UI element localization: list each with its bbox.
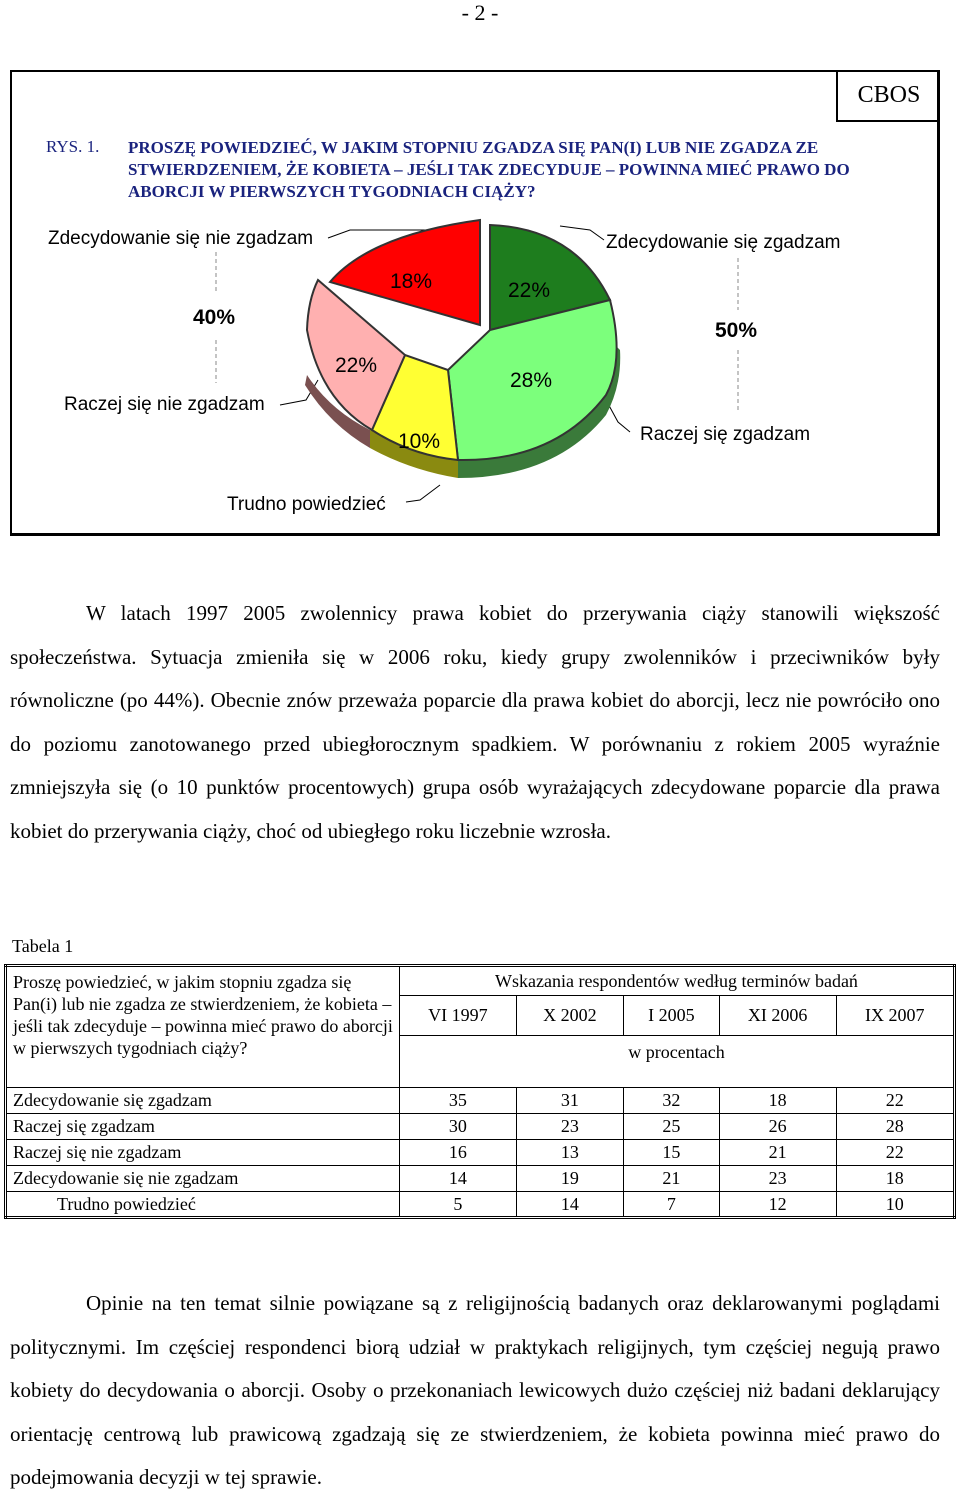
page-number: - 2 - (461, 0, 499, 25)
table-row (6, 1114, 955, 1140)
cell: 14 (400, 1166, 517, 1192)
cell: 18 (836, 1166, 954, 1192)
table-header-top: Wskazania respondentów według terminów badań (400, 966, 955, 996)
pie-chart (10, 200, 940, 530)
cell: 13 (516, 1140, 623, 1166)
label-somewhat-agree: Raczej się zgadzam (640, 424, 811, 445)
pct-strongly-disagree: 18% (390, 270, 433, 293)
cell: 35 (400, 1088, 517, 1114)
row-label: Raczej się nie zgadzam (6, 1140, 400, 1166)
cell: 30 (400, 1114, 517, 1140)
col-header: I 2005 (623, 996, 719, 1036)
cell: 18 (719, 1088, 836, 1114)
table-unit: w procentach (400, 1036, 955, 1088)
table-row (6, 1192, 955, 1218)
cell: 10 (836, 1192, 954, 1218)
cell: 5 (400, 1192, 517, 1218)
cell: 7 (623, 1192, 719, 1218)
label-agree-total: 50% (715, 319, 758, 342)
paragraph-1: W latach 1997 2005 zwolennicy prawa kobiet do przerywania ciąży stanowili większość społeczeństwa. Sytuacja zmieniła się w 2006 roku, kiedy grupy zwolenników i przeciwników były równoliczne (po 44%). Obecnie znów przeważa poparcie dla prawa kobiet do aborcji, lecz nie powróciło ono do poziomu zanotowanego przed ubiegłorocznym spadkiem. W porównaniu z rokiem 2005 wyraźnie zmniejszyła się (o 10 punktów procentowych) grupa osób wyrażających zdecydowane poparcie dla prawa kobiet do przerywania ciąży, choć od ubiegłego roku liczebnie wzrosła. (10, 601, 940, 843)
col-header: IX 2007 (836, 996, 954, 1036)
label-hard-to-say: Trudno powiedzieć (227, 494, 386, 515)
col-header: XI 2006 (719, 996, 836, 1036)
cell: 12 (719, 1192, 836, 1218)
label-strongly-disagree: Zdecydowanie się nie zgadzam (48, 228, 314, 249)
cell: 22 (836, 1140, 954, 1166)
row-label: Zdecydowanie się nie zgadzam (6, 1166, 400, 1192)
cell: 23 (516, 1114, 623, 1140)
table-row (6, 1088, 955, 1114)
table-caption: Tabela 1 (12, 936, 74, 956)
cell: 14 (516, 1192, 623, 1218)
label-strongly-agree: Zdecydowanie się zgadzam (606, 232, 841, 253)
cell: 28 (836, 1114, 954, 1140)
pct-somewhat-disagree: 22% (335, 354, 378, 377)
pct-somewhat-agree: 28% (510, 369, 553, 392)
cell: 15 (623, 1140, 719, 1166)
row-label: Zdecydowanie się zgadzam (6, 1088, 400, 1114)
source-label: CBOS (836, 70, 940, 122)
cell: 26 (719, 1114, 836, 1140)
figure-label: RYS. 1. (46, 137, 100, 156)
row-label: Raczej się zgadzam (6, 1114, 400, 1140)
cell: 23 (719, 1166, 836, 1192)
cell: 16 (400, 1140, 517, 1166)
pct-hard-to-say: 10% (398, 430, 441, 453)
table-row (6, 1166, 955, 1192)
results-table (4, 964, 956, 1219)
cell: 25 (623, 1114, 719, 1140)
cell: 31 (516, 1088, 623, 1114)
figure-question: PROSZĘ POWIEDZIEĆ, W JAKIM STOPNIU ZGADZA SIĘ PAN(I) LUB NIE ZGADZA ZE STWIERDZENIEM, ŻE KOBIETA – JEŚLI TAK ZDECYDUJE – POWINNA MIEĆ PRAWO DO ABORCJI W PIERWSZYCH TYGODNIACH CIĄŻY? (128, 138, 850, 201)
table-row (6, 1140, 955, 1166)
cell: 22 (836, 1088, 954, 1114)
cell: 21 (623, 1166, 719, 1192)
cell: 19 (516, 1166, 623, 1192)
label-disagree-total: 40% (193, 306, 236, 329)
cell: 21 (719, 1140, 836, 1166)
cell: 32 (623, 1088, 719, 1114)
row-label: Trudno powiedzieć (6, 1192, 400, 1218)
label-somewhat-disagree: Raczej się nie zgadzam (64, 394, 265, 415)
col-header: VI 1997 (400, 996, 517, 1036)
col-header: X 2002 (516, 996, 623, 1036)
table-question: Proszę powiedzieć, w jakim stopniu zgadza się Pan(i) lub nie zgadza ze stwierdzeniem, że kobieta – jeśli tak zdecyduje – powinna mieć prawo do aborcji w pierwszych tygodniach ciąży? (6, 966, 400, 1088)
paragraph-2: Opinie na ten temat silnie powiązane są z religijnością badanych oraz deklarowanymi poglądami politycznymi. Im częściej respondenci biorą udział w praktykach religijnych, tym częściej negują prawo kobiety do decydowania o aborcji. Osoby o przekonaniach lewicowych dużo częściej niż badani deklarujący orientację centrową lub prawicową zgadzają się ze stwierdzeniem, że kobieta powinna mieć prawo do podejmowania decyzji w tej sprawie. (10, 1291, 940, 1490)
pct-strongly-agree: 22% (508, 279, 551, 302)
